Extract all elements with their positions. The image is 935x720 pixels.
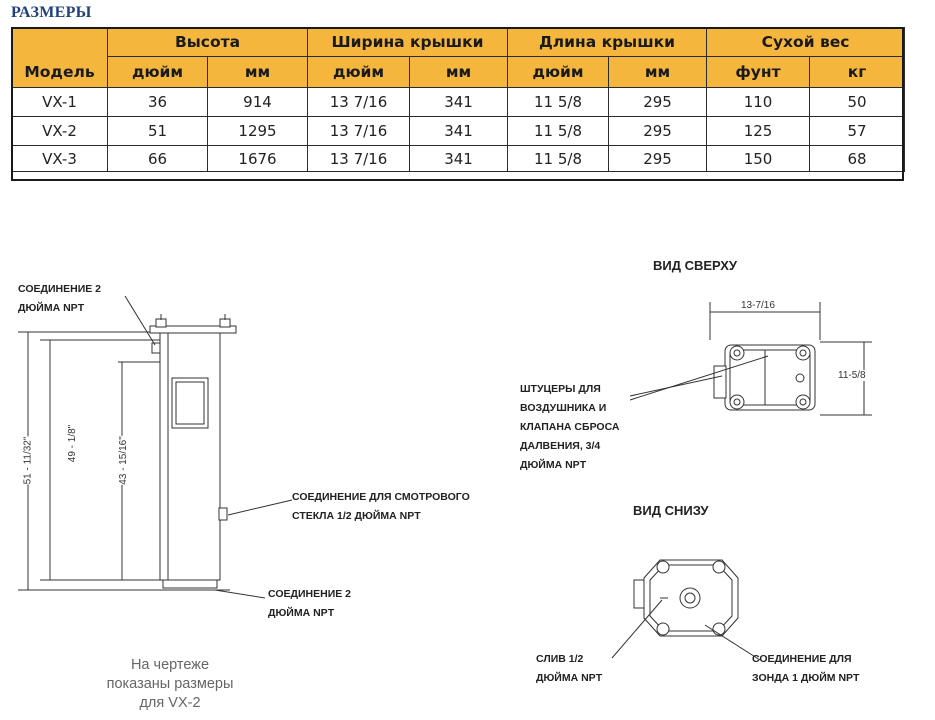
table-cell: 914	[208, 88, 308, 117]
bottom-view-drawing	[612, 560, 760, 660]
table-cell: 125	[707, 117, 810, 146]
top-view-drawing	[630, 302, 872, 415]
table-cell: 13 7/16	[308, 146, 410, 172]
table-cell: 13 7/16	[308, 88, 410, 117]
table-cell: 51	[108, 117, 208, 146]
group-header-cover-width: Ширина крышки	[308, 28, 508, 57]
group-header-height: Высота	[108, 28, 308, 57]
unit-header: фунт	[707, 57, 810, 88]
dimension-cover-length: 11-5/8	[838, 370, 866, 381]
unit-header: дюйм	[508, 57, 609, 88]
unit-header: мм	[410, 57, 508, 88]
table-cell: 36	[108, 88, 208, 117]
label-fittings: ШТУЦЕРЫ ДЛЯ ВОЗДУШНИКА И КЛАПАНА СБРОСА ДАЛВЕНИЯ, 3/4 ДЮЙМА NPT	[520, 383, 620, 471]
dimension-height-a: 49 - 1/8"	[67, 424, 79, 463]
table-cell: 11 5/8	[508, 117, 609, 146]
table-cell: 110	[707, 88, 810, 117]
table-cell: VX-1	[12, 88, 108, 117]
table-cell: VX-3	[12, 146, 108, 172]
table-cell: 341	[410, 117, 508, 146]
label-top-connection: СОЕДИНЕНИЕ 2 ДЮЙМА NPT	[18, 283, 101, 314]
table-cell: 341	[410, 88, 508, 117]
table-cell: 11 5/8	[508, 146, 609, 172]
drawing-caption: На чертеже показаны размеры для VX-2	[106, 657, 234, 711]
model-header: Модель	[12, 28, 108, 88]
table-cell: 11 5/8	[508, 88, 609, 117]
dimension-cover-width: 13-7/16	[741, 300, 775, 311]
table-cell: 66	[108, 146, 208, 172]
dimension-total-height: 51 - 11/32"	[22, 436, 34, 485]
dimension-height-b: 43 - 15/16"	[117, 436, 129, 485]
table-cell: 13 7/16	[308, 117, 410, 146]
table-cell: 50	[810, 88, 905, 117]
table-cell: 150	[707, 146, 810, 172]
label-drain: СЛИВ 1/2 ДЮЙМА NPT	[536, 653, 603, 684]
table-cell: 68	[810, 146, 905, 172]
table-cell: 295	[609, 117, 707, 146]
section-title: РАЗМЕРЫ	[11, 4, 92, 21]
unit-header: дюйм	[308, 57, 410, 88]
bottom-view-title: ВИД СНИЗУ	[633, 503, 709, 518]
table-cell: 295	[609, 88, 707, 117]
table-cell: 295	[609, 146, 707, 172]
unit-header: мм	[208, 57, 308, 88]
unit-header: мм	[609, 57, 707, 88]
label-sight-glass: СОЕДИНЕНИЕ ДЛЯ СМОТРОВОГО СТЕКЛА 1/2 ДЮЙМА NPT	[292, 491, 470, 522]
table-cell: VX-2	[12, 117, 108, 146]
table-cell: 341	[410, 146, 508, 172]
table-cell: 57	[810, 117, 905, 146]
group-header-cover-length: Длина крышки	[508, 28, 707, 57]
table-cell: 1676	[208, 146, 308, 172]
unit-header: дюйм	[108, 57, 208, 88]
label-probe-connection: СОЕДИНЕНИЕ ДЛЯ ЗОНДА 1 ДЮЙМ NPT	[752, 653, 860, 684]
top-view-title: ВИД СВЕРХУ	[653, 258, 737, 273]
label-bottom-connection: СОЕДИНЕНИЕ 2 ДЮЙМА NPT	[268, 588, 351, 619]
group-header-dry-weight: Сухой вес	[707, 28, 905, 57]
side-view-drawing	[18, 296, 292, 598]
table-cell: 1295	[208, 117, 308, 146]
unit-header: кг	[810, 57, 905, 88]
